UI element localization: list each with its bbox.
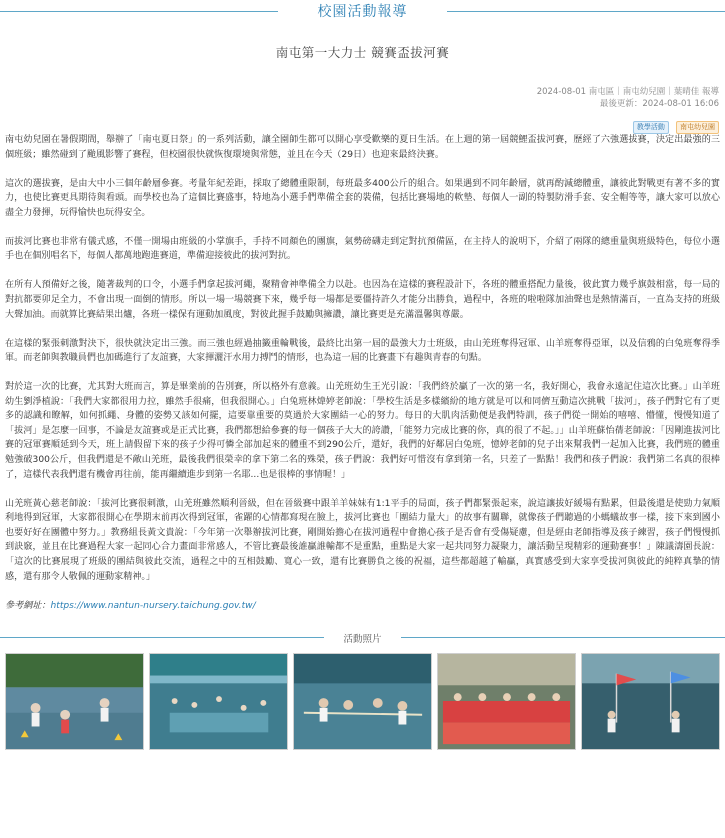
article-paragraph: 這次的選拔賽，是由大中小三個年齡層參賽。考量年紀差距，採取了總體重限制，每班最多400公斤的組合。如果遇到不同年齡層，就再酌減總體重，讓彼此對戰更有著不多的實力，也使比賽更具期待與看頭。而學校也為了這個比賽盛事，特地為小選手們準備全套的裝備，包括比賽場地的軟墊、每個人一副的特製防滑手套、安全帽等等，讓大家可以放心盡全力發揮，玩得愉快也玩得安全。 [5, 178, 720, 218]
article-paragraph: 對於這一次的比賽，尤其對大班而言，算是畢業前的告別賽，所以格外有意義。山羌班幼生王光引說：「我們終於贏了一次的第一名，我好開心，我會永遠記住這次比賽。」山羊班幼生劉淨植說：「我們大家都很用力拉，雖然手很痛，但我很開心。」白兔班林煒婷老師說：「學校生活是多樣繽紛的地方就是可以和同儕互動這次挑戰「拔河」，孩子們對它有了更多的認識和瞭解，如何抓繩、身體的姿勢又該如何擺，這要靠重要的莫過於大家團結一心的努力。每日的大肌肉活動便是我們特訓，孩子們從一開始的嘻嘻、懵懂，慢慢知道了「拔河」是怎麼一回事，不論是友誼賽或是正式比賽，我們都想給參賽的每一個孩子大大的誇讚，「能努力完成比賽的你，真的很了不起。」」山羊班蘇怡蒨老師說：「因剛進拔河比賽的冠軍賽順延到今天，班上請假留下來的孩子少得可憐全部加起來的體重不到290公斤，還好，我們的好鄰居白兔班，憶婷老師的兒子出來幫我們一起加入比賽，我們班的體重勉強破300公斤，但我們還是不敵山羌班，最後我們很榮幸的拿下第二名的殊榮，孩子們說：我們好可惜沒有拿到第一名，只差了一點點！我們和孩子們說：我們第二名真的很棒了，這樣代表我們還有機會再往前，能再繼續進步到第一名耶...也是很棒的事情喔！」 [5, 382, 720, 480]
photo-children-under-canopy-icon [150, 654, 287, 749]
article-body [0, 133, 725, 611]
reference-label: 參考網址： [5, 600, 51, 611]
article-paragraph: 在這樣的緊張刺激對決下，很快就決定出三強。而三強也經過抽籤重輪戰後，最終比出第一屆的最強大力士班級，由山羌班奪得冠軍、山羊班奪得亞軍，以及信鴉的白兔班奪得季軍。而老師與教職員們也加碼進行了友誼賽，大家揮灑汗水用力搏鬥的情形，也為這一屆的比賽畫下有趣與青春的句點。 [5, 338, 720, 364]
photo-gallery [0, 653, 725, 750]
photos-title: 活動照片 [343, 633, 382, 645]
photo-thumbnail-4[interactable] [437, 653, 576, 750]
photo-thumbnail-5[interactable] [581, 653, 720, 750]
section-title: 校園活動報導 [317, 4, 408, 20]
photo-tug-of-war-field-icon [6, 654, 143, 749]
reference-line [5, 598, 720, 611]
article-byline: 2024-08-01 南屯區｜南屯幼兒園｜葉晴佳 報導 [536, 87, 719, 97]
article-paragraph: 在所有人預備好之後，隨著裁判的口令，小選手們拿起拔河繩，聚精會神準備全力以赴。也因為在這樣的賽程設計下，各班的體重搭配力量後，彼此實力幾乎旗鼓相當，每一局的對抗都要卯足全力，不會出現一面倒的情形。所以一場一場競賽下來，幾乎每一場都是要僵持許久才能分出勝負，過程中，各班的啦啦隊加油聲也是熱情滿百，一直為支持的班級大聲加油。而就算比賽結果出爐，各班一樣保有運動加風度，對彼此握手鼓勵與擁讚，讓比賽更是充滿溫馨與尊嚴。 [5, 280, 720, 320]
header-rule-right [447, 11, 725, 12]
article-updated: 最後更新：2024-08-01 16:06 [599, 99, 719, 109]
reference-link[interactable]: https://www.nantun-nursery.taichung.gov.tw/ [50, 600, 256, 611]
article-title: 南屯第一大力士 競賽盃拔河賽 [275, 45, 450, 60]
article-paragraph: 山羌班黃心慈老師說：「拔河比賽很刺激，山羌班雖然順利晉級，但在晉級賽中跟羊羊妹妹有1:1平手的局面，孩子們都緊張起來，說這讓拔好緩場有點累，但最後還是使勁力氣順利地得到冠軍，大家都很開心在學期末前再次得到冠軍，雀躍的心情都寫現在臉上，拔河比賽也「團結力量大」的故事有關聯，就像孩子們聽過的小螞蟻故事一樣，接下來到國小也要好好在團體中努力。」教務組長黃文貴說：「今年第一次舉辦拔河比賽，剛開始擔心在拔河過程中會擔心孩子是否會有受傷疑慮，但是經由老師指導及孩子練習，孩子們慢慢抓到訣竅，並且在比賽過程大家一起同心合力畫面非常感人，不管比賽最後誰贏誰輸都不是重點，重點是大家一起共同努力凝聚力，讓活動呈現精彩的運動賽事！」陳議濤園長說：「這次的比賽展現了班級的團結與彼此交流，過程之中的互相鼓勵、寬心一致，還有比賽勝負之後的祝福，這些都超越了輸贏，真實感受到大家享受拔河與彼此的純粹真摯的情感，還有那令人敬佩的運動家精神。」 [5, 498, 720, 582]
photo-thumbnail-3[interactable] [293, 653, 432, 750]
tag-school[interactable]: 南屯幼兒園 [676, 121, 719, 134]
photo-children-pulling-rope-icon [294, 654, 431, 749]
article-paragraph: 而拔河比賽也非常有儀式感，不僅一開場由班級的小掌旗手，手持不同顏色的團旗，氣勢磅礴走到定對抗預備區，在主持人的說明下，介紹了兩隊的總重量與班級特色，每位小選手也在個別唱名下，每個人都萬地跑進賽道，準備迎接彼此的拔河對抗。 [5, 236, 720, 262]
photo-group-class-photo-icon [438, 654, 575, 749]
article-paragraph: 南屯幼兒園在暑假期間，舉辦了「南屯夏日祭」的一系列活動，讓全園師生都可以開心享受歡樂的夏日生活。在上週的第一屆競鯉盃拔河賽，歷經了六強選拔賽，決定出最強的三個班級；雖然碰到了颱風影響了賽程，但校園很快就恢復環境與常態，並且在今天（29日）也迎來最終決賽。 [5, 135, 720, 160]
photo-flag-bearers-court-icon [582, 654, 719, 749]
photo-thumbnail-1[interactable] [5, 653, 144, 750]
photos-rule-right [401, 637, 725, 638]
tag-list [0, 114, 725, 131]
tag-category[interactable]: 教學活動 [633, 121, 669, 134]
photo-thumbnail-2[interactable] [149, 653, 288, 750]
photos-header [0, 630, 725, 646]
article-meta [0, 86, 725, 110]
section-header [0, 0, 725, 24]
